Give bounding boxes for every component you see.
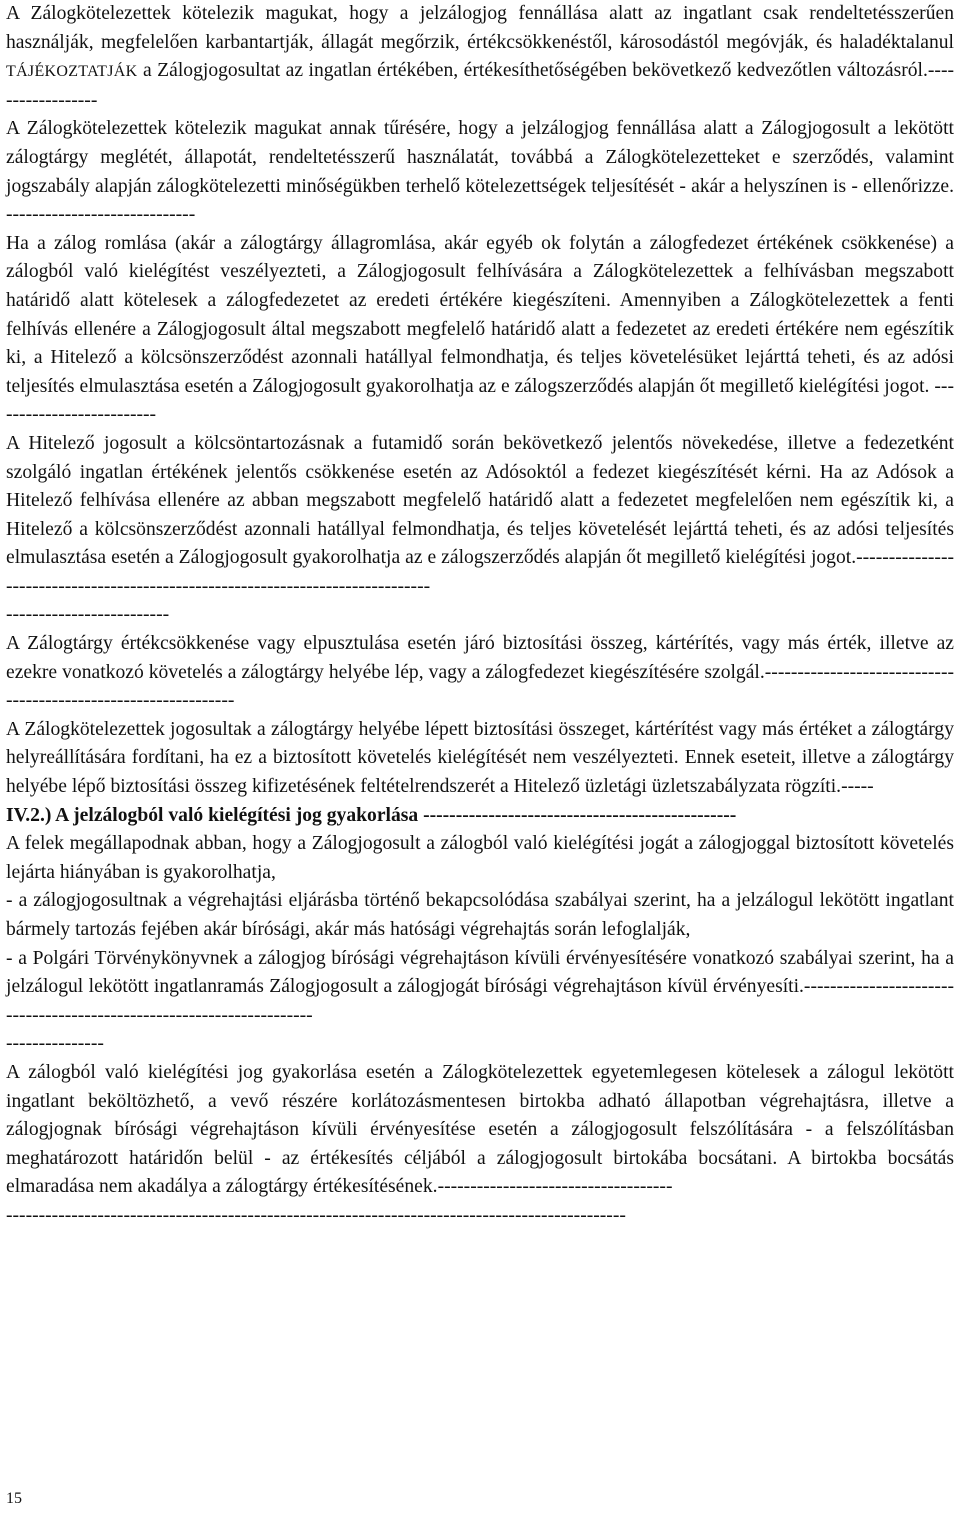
paragraph-pledgor-obligations [6,0,954,115]
page-number: 15 [6,1490,22,1507]
section-heading: IV.2.) A jelzálogból való kielégítési jog gyakorlása ------------------------------------------------ [6,804,737,826]
small-caps-word: TÁJÉKOZTATJÁK [6,63,138,81]
paragraph-insurance-substitution: A Zálogtárgy értékcsökkenése vagy elpusztulása esetén járó biztosítási összeg, kártérítés, vagy más érték, illetve az ezekre vonatkozó követelés a zálogtárgy helyébe lép, vagy a zálogfedezet kiegészítésére szolgál.---------------------------------------------------------------- [6,633,954,712]
paragraph-text: a Zálogjogosultat az ingatlan értékében, értékesíthetőségében bekövetkező kedvezőtlen változásról.------------------ [6,60,954,111]
paragraph-collateral-deterioration: Ha a zálog romlása (akár a zálogtárgy állagromlása, akár egyéb ok folytán a zálogfedezet értékének csökkenése) a zálogból való kielégítést veszélyezteti, a Zálogjogosult felhívására a Zálogkötelezettek a felhívásban megszabott határidő alatt kötelesek a zálogfedezetet az eredeti értékére kiegészíteni. Amennyiben a Zálogkötelezettek a fenti felhívás ellenére a Zálogjogosult által megszabott megfelelő határidő alatt a fedezetet az eredeti értékére nem egészítik ki, a Hitelező a kölcsönszerződést azonnali hatállyal felmondhatja, és teljes követelésüket lejárttá teheti, és az adósi teljesítés elmulasztása esetén a Zálogjogosult gyakorolhatja az e zálogszerződés alapján őt megillető kielégítési jogot. -------------------------- [6,232,954,426]
paragraph-insurance-restoration: A Zálogkötelezettek jogosultak a zálogtárgy helyébe lépett biztosítási összeget, kártérítést vagy más értéket a zálogtárgy helyreállítására fordítani, ha ez a biztosított követelés kielégítését nem veszélyezteti. Ennek eseteit, illetve a zálogtárgy helyébe lépő biztosítási összeg kifizetésének feltételrendszerét a Hitelező üzletági üzletszabályzata rögzíti.----- [6,718,954,798]
dash-filler-line: ----------------------------------------------------------------------------------------------- [6,1204,626,1226]
paragraph-enforcement-case-2: - a Polgári Törvénykönyvnek a zálogjog bírósági végrehajtáson kívüli érvényesítésére vonatkozó szabályai szerint, ha a jelzálogul lekötött ingatlanramás Zálogjogosult a zálogjogát bírósági végrehajtáson kívül érvényesíti.---------------------------------------------------------------------- [6,947,954,1026]
paragraph-enforcement-agreement: A felek megállapodnak abban, hogy a Zálogjogosult a zálogból való kielégítési jogát a zálogjoggal biztosított követelés lejárta hiányában is gyakorolhatja, [6,833,954,883]
paragraph-inspection: A Zálogkötelezettek kötelezik magukat annak tűrésére, hogy a jelzálogjog fennállása alatt a Zálogjogosult a lekötött zálogtárgy meglétét, állapotát, rendeltetésszerű használatát, továbbá a Zálogkötelezetteket e szerződés, valamint jogszabály alapján zálogkötelezetti minőségükben terhelő kötelezettségek teljesítését - akár a helyszínen is - ellenőrizze. ----------------------------- [6,118,954,226]
paragraph-enforcement-case-1: - a zálogjogosultnak a végrehajtási eljárásba történő bekapcsolódása szabályai szerint, ha a jelzálogul lekötött ingatlant bármely tartozás fejében akár bírósági, akár más hatósági végrehajtás során lefoglalják, [6,890,954,940]
document-page [6,0,954,1231]
dash-filler-line: ------------------------- [6,604,170,626]
dash-filler-line: --------------- [6,1033,104,1055]
paragraph-text: A Zálogkötelezettek kötelezik magukat, hogy a jelzálogjog fennállása alatt az ingatlant csak rendeltetésszerűen használják, megfelelően karbantartják, állagát megőrzik, értékcsökkenéstől, károsodástól megóvják, és haladéktalanul [6,3,954,53]
paragraph-possession-transfer: A zálogból való kielégítési jog gyakorlása esetén a Zálogkötelezettek egyetemlegesen kötelesek a zálogul lekötött ingatlant beköltözhető, a vevő részére korlátozásmentesen birtokba adható állapotban végrehajtásra, illetve a zálogjognak bírósági végrehajtáson kívüli érvényesítése esetén a zálogjogosult felszólítására - a felszólításban meghatározott határidőn belül - az értékesítés céljából a zálogjogosult birtokába bocsátani. A birtokba bocsátás elmaradása nem akadálya a zálogtárgy értékesítésének.------------------------------------ [6,1061,954,1198]
paragraph-creditor-supplement: A Hitelező jogosult a kölcsöntartozásnak a futamidő során bekövetkező jelentős növekedése, illetve a fedezetként szolgáló ingatlan értékének jelentős csökkenése esetén az Adósoktól a fedezet kiegészítését kérni. Ha az Adósok a Hitelező felhívása ellenére az abban megszabott megfelelő határidő alatt a fedezetet megfelelően nem egészítik ki, a Hitelező a kölcsönszerződést azonnali hatállyal felmondhatja, és teljes követelését lejárttá teheti, és az adósi teljesítés elmulasztása esetén a Zálogjogosult gyakorolhatja az e zálogszerződés alapján őt megillető kielégítési jogot.-------------------------------------------------------------------------------- [6,432,954,597]
